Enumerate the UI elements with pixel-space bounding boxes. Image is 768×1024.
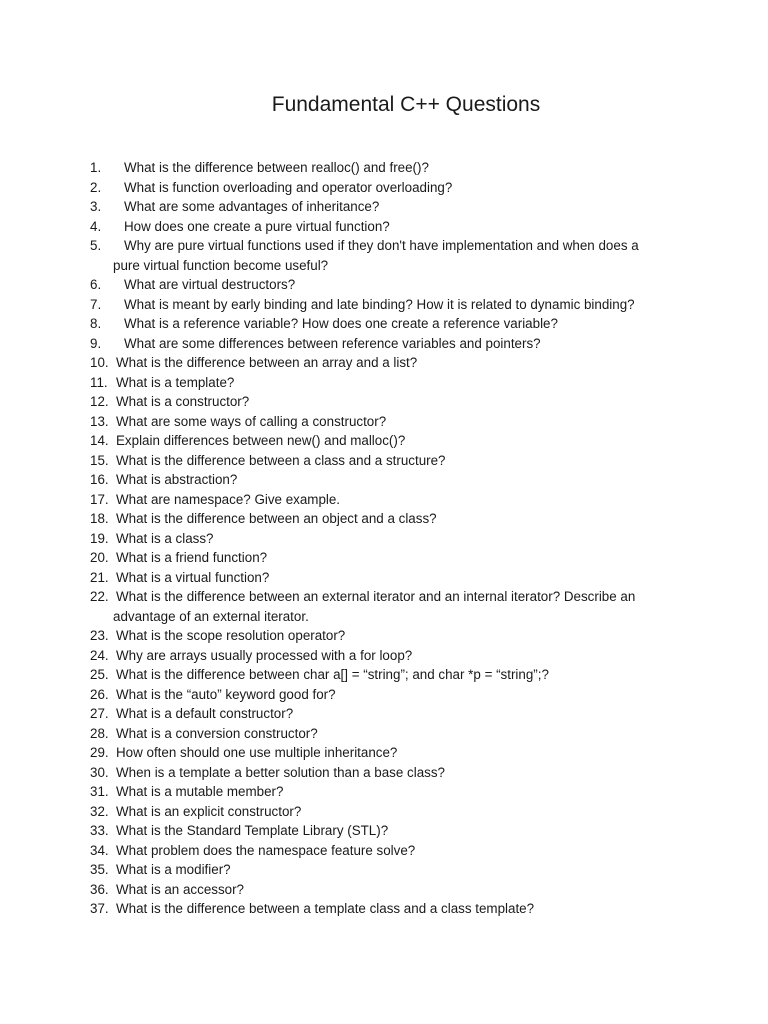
question-number: 28.: [90, 725, 109, 741]
question-number: 37.: [90, 901, 109, 916]
question-text: What is a class?: [116, 530, 214, 546]
question-number: 25.: [90, 667, 109, 682]
question-number: 11.: [90, 374, 108, 390]
question-item: [90, 470, 670, 490]
question-text: What are namespace? Give example.: [116, 491, 341, 507]
question-text: What is a mutable member?: [116, 784, 284, 799]
question-list: [90, 158, 670, 919]
question-text: Why are pure virtual functions used if they don't have implementation and when does a: [124, 238, 639, 253]
question-item: [90, 217, 670, 237]
question-item: [90, 275, 670, 295]
question-text: What is the difference between a template class and a class template?: [116, 901, 535, 916]
question-number: 15.: [90, 452, 109, 468]
question-number: 27.: [90, 706, 109, 721]
question-number: 5.: [90, 238, 102, 253]
question-number: 2.: [90, 179, 102, 195]
question-text: What is abstraction?: [116, 472, 238, 487]
question-item: [90, 529, 670, 549]
question-item: [90, 743, 670, 763]
question-number: 35.: [90, 862, 109, 877]
question-text: What are some differences between reference variables and pointers?: [124, 335, 541, 351]
question-item: [90, 412, 670, 432]
question-number: 13.: [90, 413, 109, 429]
question-text: What is the difference between a class and a structure?: [116, 452, 446, 468]
question-text: What is an explicit constructor?: [116, 803, 302, 819]
question-item: [90, 431, 670, 451]
question-text: What are some advantages of inheritance?: [124, 199, 380, 214]
question-number: 8.: [90, 316, 102, 331]
question-number: 17.: [90, 491, 109, 507]
question-item: [90, 626, 670, 646]
question-text: What are virtual destructors?: [124, 277, 296, 292]
question-item: [90, 392, 670, 412]
question-text: What is a template?: [116, 374, 235, 390]
question-number: 34.: [90, 842, 109, 858]
question-text: What is a conversion constructor?: [116, 725, 318, 741]
question-number: 32.: [90, 803, 109, 819]
question-text-continued: pure virtual function become useful?: [113, 257, 329, 273]
question-item: [90, 314, 670, 334]
question-text: What is the difference between an array and a list?: [116, 355, 418, 370]
question-number: 19.: [90, 530, 109, 546]
question-text: What is a friend function?: [116, 550, 268, 565]
question-text: What is the difference between an object and a class?: [116, 511, 437, 526]
question-text: What is the difference between char a[] = “string”; and char *p = “string”;?: [116, 667, 549, 682]
question-item: [90, 548, 670, 568]
question-number: 29.: [90, 745, 109, 760]
question-text: What is meant by early binding and late binding? How it is related to dynamic binding?: [124, 296, 635, 312]
question-item: [90, 490, 670, 510]
question-item: [90, 178, 670, 198]
question-text: How does one create a pure virtual function?: [124, 218, 390, 234]
question-number: 23.: [90, 628, 109, 643]
question-number: 24.: [90, 647, 109, 663]
question-number: 3.: [90, 199, 102, 214]
question-number: 16.: [90, 472, 109, 487]
question-text: What is the Standard Template Library (STL)?: [116, 823, 389, 838]
question-item: [90, 236, 670, 275]
question-item: [90, 880, 670, 900]
question-item: [90, 782, 670, 802]
question-text: What is a virtual function?: [116, 569, 270, 585]
question-text: What is the difference between realloc() and free()?: [124, 160, 429, 175]
question-item: [90, 899, 670, 919]
question-number: 12.: [90, 394, 109, 409]
question-item: [90, 860, 670, 880]
question-text: Explain differences between new() and malloc()?: [116, 433, 406, 448]
question-item: [90, 353, 670, 373]
question-item: [90, 373, 670, 393]
question-item: [90, 724, 670, 744]
question-number: 22.: [90, 589, 109, 604]
question-number: 26.: [90, 686, 109, 702]
question-text: What is the scope resolution operator?: [116, 628, 346, 643]
question-item: [90, 802, 670, 822]
question-text: What are some ways of calling a constructor?: [116, 413, 387, 429]
question-text: What is the “auto” keyword good for?: [116, 686, 336, 702]
question-item: [90, 587, 670, 626]
question-item: [90, 841, 670, 861]
question-item: [90, 821, 670, 841]
question-item: [90, 509, 670, 529]
question-text: How often should one use multiple inheritance?: [116, 745, 398, 760]
question-number: 36.: [90, 881, 109, 897]
question-item: [90, 568, 670, 588]
question-text: Why are arrays usually processed with a for loop?: [116, 647, 413, 663]
question-number: 1.: [90, 160, 102, 175]
question-number: 20.: [90, 550, 109, 565]
question-text-continued: advantage of an external iterator.: [113, 608, 309, 624]
question-text: When is a template a better solution than a base class?: [116, 764, 446, 780]
question-item: [90, 685, 670, 705]
question-number: 30.: [90, 764, 109, 780]
question-number: 6.: [90, 277, 102, 292]
question-item: [90, 704, 670, 724]
question-text: What is a default constructor?: [116, 706, 294, 721]
question-item: [90, 158, 670, 178]
question-text: What is a constructor?: [116, 394, 250, 409]
question-number: 4.: [90, 218, 102, 234]
question-item: [90, 334, 670, 354]
question-number: 18.: [90, 511, 109, 526]
question-text: What is a reference variable? How does one create a reference variable?: [124, 316, 558, 331]
question-number: 10.: [90, 355, 109, 370]
question-text: What is function overloading and operator overloading?: [124, 179, 453, 195]
question-item: [90, 451, 670, 471]
question-item: [90, 763, 670, 783]
question-number: 9.: [90, 335, 102, 351]
question-number: 33.: [90, 823, 109, 838]
question-text: What is an accessor?: [116, 881, 245, 897]
question-item: [90, 665, 670, 685]
question-number: 21.: [90, 569, 109, 585]
question-text: What problem does the namespace feature solve?: [116, 842, 416, 858]
page-title: Fundamental C++ Questions: [271, 93, 541, 116]
question-number: 14.: [90, 433, 109, 448]
question-item: [90, 646, 670, 666]
question-number: 31.: [90, 784, 109, 799]
question-text: What is a modifier?: [116, 862, 231, 877]
question-number: 7.: [90, 296, 102, 312]
question-text: What is the difference between an external iterator and an internal iterator? Describe an: [116, 589, 636, 604]
question-item: [90, 197, 670, 217]
question-item: [90, 295, 670, 315]
